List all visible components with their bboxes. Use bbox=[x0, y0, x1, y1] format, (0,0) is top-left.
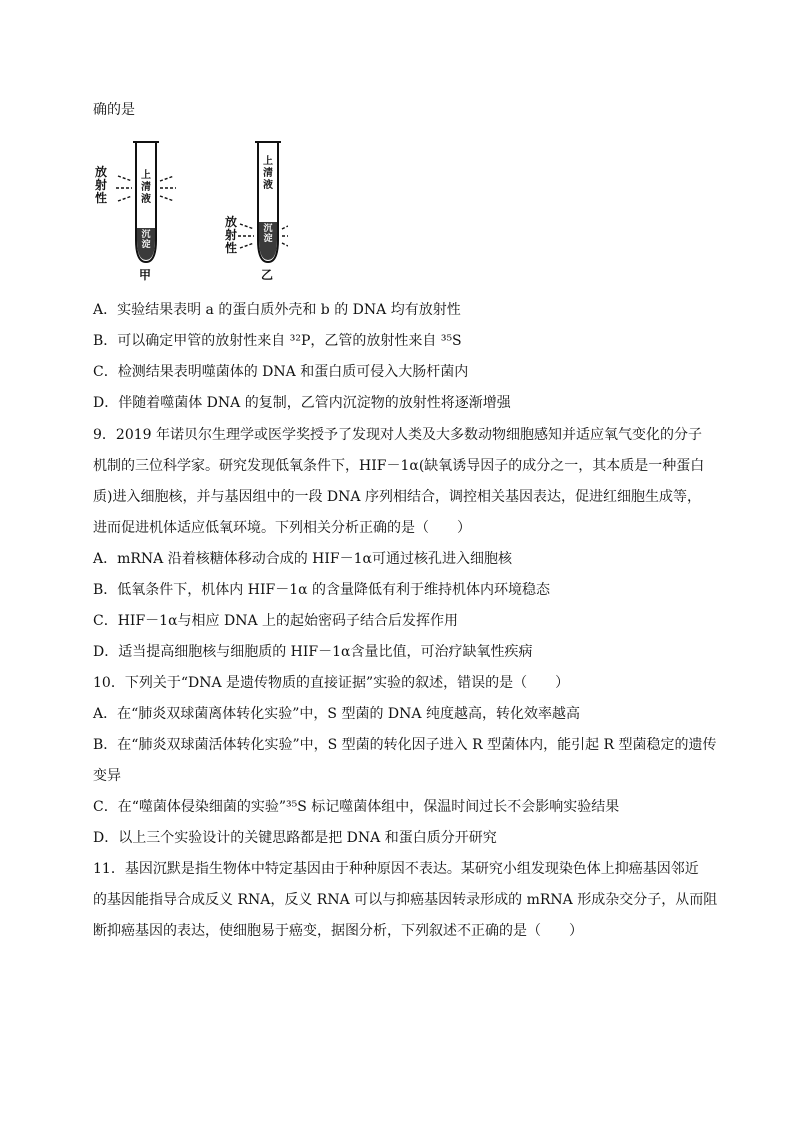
test-tube-figure bbox=[88, 136, 288, 286]
q11-stem-line-2: 的基因能指导合成反义 RNA，反义 RNA 可以与抑癌基因转录形成的 mRNA 形成杂交分子，从而阻 bbox=[93, 892, 718, 908]
q10-option-b-cont: 变异 bbox=[93, 768, 121, 784]
question-intro: 确的是 bbox=[93, 102, 135, 118]
q9-option-c: C．HIF－1α与相应 DNA 上的起始密码子结合后发挥作用 bbox=[93, 613, 459, 629]
q9-stem-line-1: 9．2019 年诺贝尔生理学或医学奖授予了发现对人类及大多数动物细胞感知并适应氧气变化的分子 bbox=[93, 427, 702, 443]
q11-stem-line-3: 断抑癌基因的表达，使细胞易于癌变，据图分析，下列叙述不正确的是（ ） bbox=[93, 923, 583, 939]
q10-option-d: D．以上三个实验设计的关键思路都是把 DNA 和蛋白质分开研究 bbox=[93, 830, 497, 846]
q8-option-d: D．伴随着噬菌体 DNA 的复制，乙管内沉淀物的放射性将逐渐增强 bbox=[93, 395, 511, 411]
supernatant-label-a: 上 清 液 bbox=[141, 170, 151, 205]
supernatant-label-b: 上 清 液 bbox=[263, 156, 273, 191]
tube-a-name: 甲 bbox=[139, 268, 152, 282]
q11-stem-line-1: 11．基因沉默是指生物体中特定基因由于种种原因不表达。某研究小组发现染色体上抑癌基因邻近 bbox=[93, 861, 699, 877]
test-tubes-diagram bbox=[88, 136, 288, 286]
q8-option-a: A．实验结果表明 a 的蛋白质外壳和 b 的 DNA 均有放射性 bbox=[93, 302, 461, 318]
q9-stem-line-4: 进而促进机体适应低氧环境。下列相关分析正确的是（ ） bbox=[93, 520, 471, 536]
q9-option-d: D．适当提高细胞核与细胞质的 HIF－1α含量比值，可治疗缺氧性疾病 bbox=[93, 644, 533, 660]
sediment-label-b: 沉 淀 bbox=[263, 224, 273, 244]
q9-stem-line-2: 机制的三位科学家。研究发现低氧条件下，HIF－1α(缺氧诱导因子的成分之一，其本质是一种蛋白 bbox=[93, 458, 705, 474]
q9-stem-line-3: 质)进入细胞核，并与基因组中的一段 DNA 序列相结合，调控相关基因表达，促进红细胞生成等， bbox=[93, 489, 701, 505]
q10-stem: 10．下列关于“DNA 是遗传物质的直接证据”实验的叙述，错误的是（ ） bbox=[93, 675, 570, 691]
q9-option-a: A．mRNA 沿着核糖体移动合成的 HIF－1α可通过核孔进入细胞核 bbox=[93, 551, 513, 567]
q9-option-b: B．低氧条件下，机体内 HIF－1α 的含量降低有利于维持机体内环境稳态 bbox=[93, 582, 551, 598]
radioactivity-label-a: 放 射 性 bbox=[94, 165, 107, 205]
q8-option-b: B．可以确定甲管的放射性来自 ³²P，乙管的放射性来自 ³⁵S bbox=[93, 333, 462, 349]
radioactivity-label-b: 放 射 性 bbox=[224, 215, 237, 255]
q8-option-c: C．检测结果表明噬菌体的 DNA 和蛋白质可侵入大肠杆菌内 bbox=[93, 364, 469, 380]
q10-option-b: B．在“肺炎双球菌活体转化实验”中，S 型菌的转化因子进入 R 型菌体内，能引起 R 型菌稳定的遗传 bbox=[93, 737, 717, 753]
q10-option-c: C．在“噬菌体侵染细菌的实验”³⁵S 标记噬菌体组中，保温时间过长不会影响实验结果 bbox=[93, 799, 620, 815]
tube-b-name: 乙 bbox=[261, 268, 274, 282]
sediment-label-a: 沉 淀 bbox=[141, 230, 151, 250]
q10-option-a: A．在“肺炎双球菌离体转化实验”中，S 型菌的 DNA 纯度越高，转化效率越高 bbox=[93, 706, 580, 722]
